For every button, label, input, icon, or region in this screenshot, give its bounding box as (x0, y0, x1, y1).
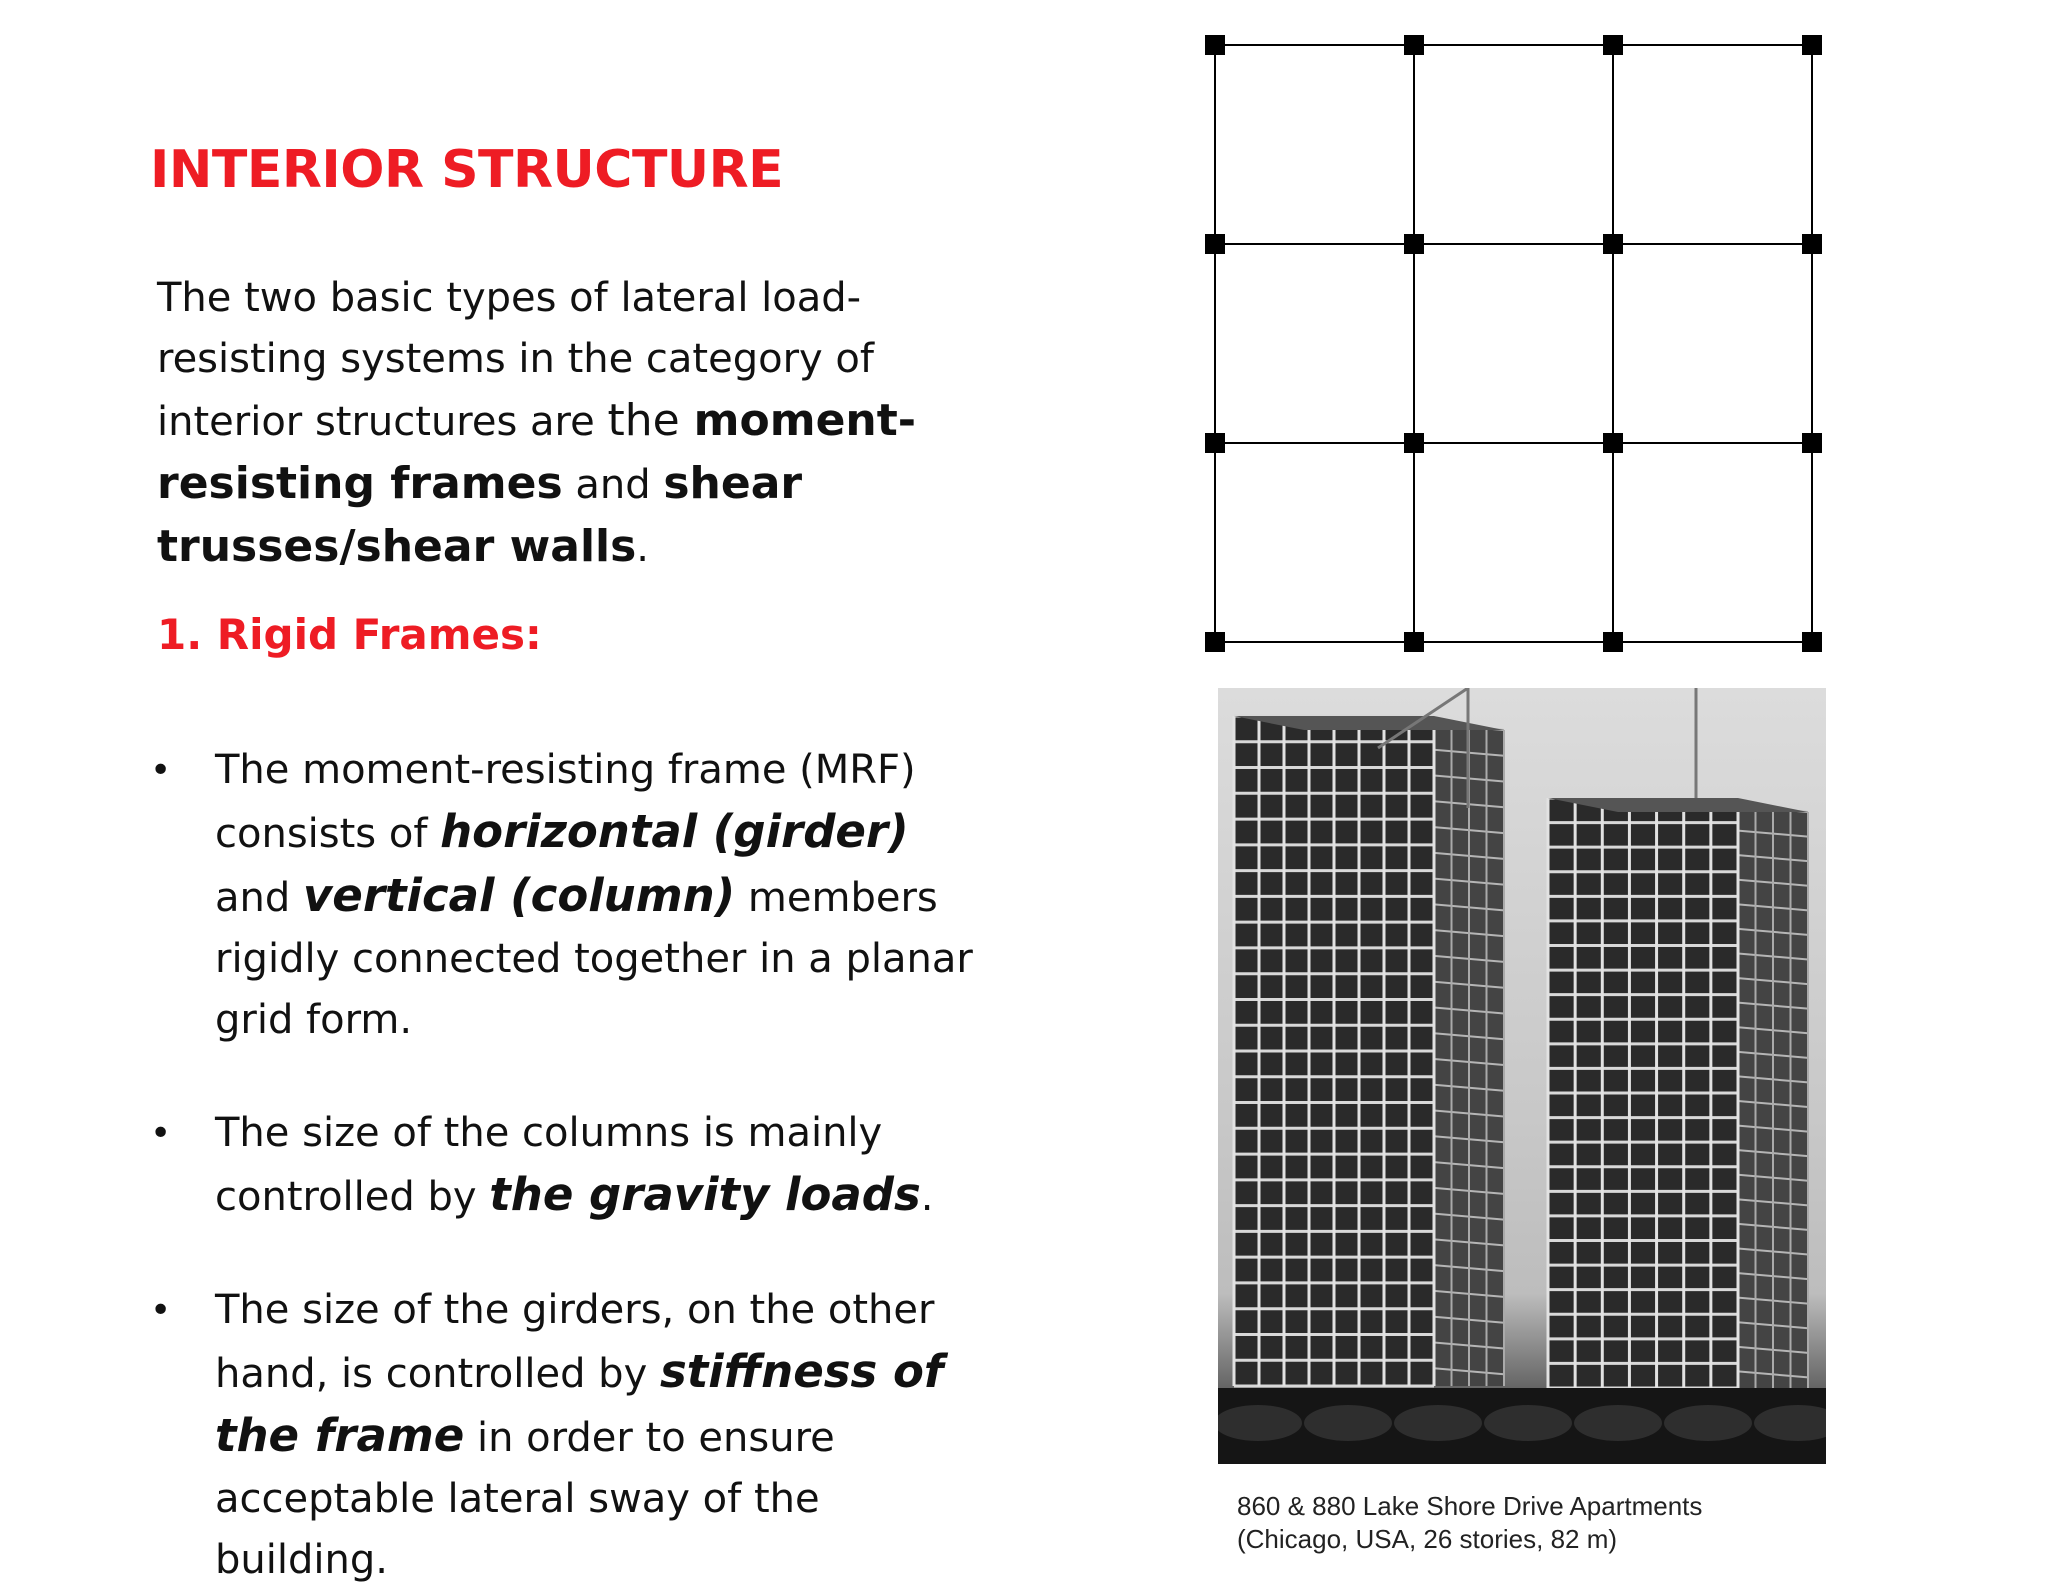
column-node (1802, 234, 1822, 254)
bullet-icon: • (150, 1290, 172, 1331)
column-node (1205, 632, 1225, 652)
list-item: • The size of the columns is mainly controlled by the gravity loads. (150, 1103, 990, 1228)
column-node (1404, 433, 1424, 453)
page-title: INTERIOR STRUCTURE (150, 140, 784, 200)
list-item: • The size of the girders, on the other hand, is controlled by stiffness of the frame in order to ensure acceptable lateral sway of the building. (150, 1280, 990, 1591)
frame-grid-svg (1200, 30, 1830, 660)
parked-car (1664, 1405, 1752, 1441)
bullet-icon: • (150, 750, 172, 791)
term-moment-resisting-frames: moment-resisting frames (157, 395, 917, 509)
parked-car (1304, 1405, 1392, 1441)
column-node (1404, 234, 1424, 254)
tower-frame (1548, 798, 1808, 1402)
list-item: • The moment-resisting frame (MRF) consists of horizontal (girder) and vertical (column) members rigidly connected together in a planar grid form. (150, 740, 990, 1051)
caption-line: 860 & 880 Lake Shore Drive Apartments (1237, 1491, 1703, 1521)
intro-paragraph: The two basic types of lateral load-resisting systems in the category of interior structures are the moment-resisting frames and shear trusses/shear walls. (157, 275, 917, 572)
column-node (1603, 433, 1623, 453)
caption-line: (Chicago, USA, 26 stories, 82 m) (1237, 1524, 1618, 1554)
parked-car (1484, 1405, 1572, 1441)
photo-caption (1237, 1490, 1797, 1556)
column-node (1205, 234, 1225, 254)
term-shear-walls: shear trusses/shear walls (157, 458, 803, 572)
column-node (1603, 632, 1623, 652)
building-photo (1218, 688, 1826, 1464)
column-node (1802, 632, 1822, 652)
section-heading: 1. Rigid Frames: (157, 610, 542, 659)
parked-car (1394, 1405, 1482, 1441)
column-node (1802, 433, 1822, 453)
column-node (1404, 35, 1424, 55)
bullet-list (150, 740, 990, 1591)
column-node (1205, 433, 1225, 453)
parked-car (1218, 1405, 1302, 1441)
column-node (1603, 234, 1623, 254)
column-node (1603, 35, 1623, 55)
column-node (1404, 632, 1424, 652)
bullet-icon: • (150, 1113, 172, 1154)
tower-frame (1234, 716, 1504, 1400)
column-node (1205, 35, 1225, 55)
parked-car (1574, 1405, 1662, 1441)
frame-grid-diagram (1200, 30, 1830, 660)
building-photo-illustration (1218, 688, 1826, 1464)
column-node (1802, 35, 1822, 55)
